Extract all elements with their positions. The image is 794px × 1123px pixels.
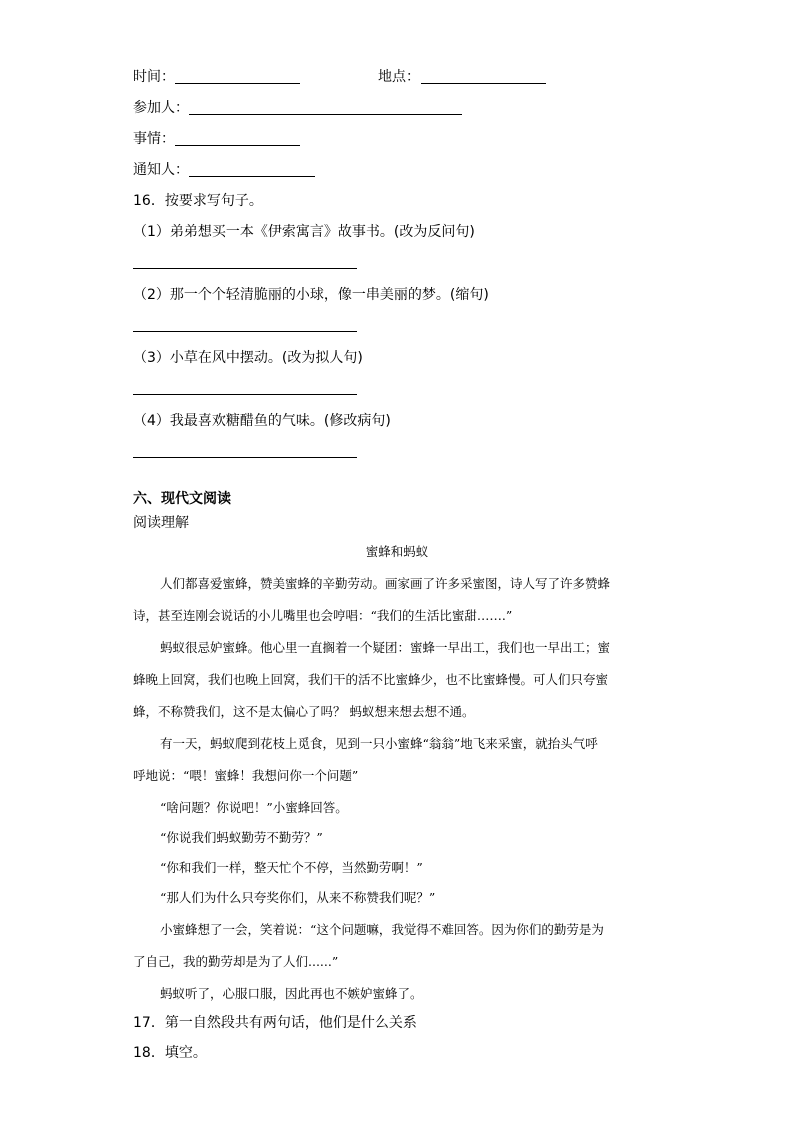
story-line: 人们都喜爱蜜蜂，赞美蜜蜂的辛勤劳动。画家画了许多采蜜图，诗人写了许多赞蜂 xyxy=(160,576,611,591)
matter-blank[interactable] xyxy=(175,145,300,146)
story-line: 诗，甚至连刚会说话的小儿嘴里也会哼唱：“我们的生活比蜜甜…….” xyxy=(133,608,513,623)
place-blank[interactable] xyxy=(421,83,546,84)
story-line: “你说我们蚂蚁勤劳不勤劳？” xyxy=(160,830,323,845)
story-line: 蜂，不称赞我们，这不是太偏心了吗？ 蚂蚁想来想去想不通。 xyxy=(133,704,475,719)
participants-blank[interactable] xyxy=(189,114,462,115)
story-title: 蜜蜂和蚂蚁 xyxy=(365,544,429,559)
story-line: 小蜜蜂想了一会，笑着说：“这个问题嘛，我觉得不难回答。因为你们的勤劳是为 xyxy=(160,922,604,937)
story-line: 蚂蚁很忌妒蜜蜂。他心里一直搁着一个疑团：蜜蜂一早出工，我们也一早出工；蜜 xyxy=(160,640,611,655)
q16-item-2: （2）那一个个轻清脆丽的小球，像一串美丽的梦。(缩句) xyxy=(133,287,489,303)
notifier-blank[interactable] xyxy=(189,176,315,177)
story-line: “啥问题？你说吧！”小蜜蜂回答。 xyxy=(160,800,348,815)
story-line: “那人们为什么只夸奖你们，从来不称赞我们呢？” xyxy=(160,890,436,905)
q16-answer-line-1[interactable] xyxy=(133,268,357,269)
place-label: 地点： xyxy=(378,69,420,85)
story-line: 呼地说：“喂！蜜蜂！我想问你一个问题” xyxy=(133,768,359,783)
notifier-label: 通知人： xyxy=(133,162,189,178)
time-label: 时间： xyxy=(133,69,175,85)
q16-answer-line-4[interactable] xyxy=(133,457,357,458)
participants-label: 参加人： xyxy=(133,100,189,116)
question-17: 17．第一自然段共有两句话，他们是什么关系 xyxy=(133,1015,417,1031)
q16-item-1: （1）弟弟想买一本《伊索寓言》故事书。(改为反问句) xyxy=(133,224,475,240)
section-heading: 六、现代文阅读 xyxy=(133,491,231,507)
story-line: “你和我们一样，整天忙个不停，当然勤劳啊！” xyxy=(160,860,423,875)
q16-answer-line-3[interactable] xyxy=(133,394,357,395)
question-18: 18．填空。 xyxy=(133,1045,207,1061)
matter-label: 事情： xyxy=(133,131,175,147)
story-line: 有一天，蚂蚁爬到花枝上觅食，见到一只小蜜蜂“翁翁”地飞来采蜜，就抬头气呼 xyxy=(160,736,598,751)
q16-answer-line-2[interactable] xyxy=(133,331,357,332)
section-subheading: 阅读理解 xyxy=(133,515,189,531)
q16-title: 16．按要求写句子。 xyxy=(133,193,263,209)
story-line: 蜂晚上回窝，我们也晚上回窝，我们干的活不比蜜蜂少，也不比蜜蜂慢。可人们只夸蜜 xyxy=(133,672,609,687)
q16-item-3: （3）小草在风中摆动。(改为拟人句) xyxy=(133,350,363,366)
story-line: 了自己，我的勤劳却是为了人们......” xyxy=(133,954,339,969)
story-line: 蚂蚁听了，心服口服，因此再也不嫉妒蜜蜂了。 xyxy=(160,986,423,1001)
time-blank[interactable] xyxy=(175,83,300,84)
q16-item-4: （4）我最喜欢糖醋鱼的气味。(修改病句) xyxy=(133,413,391,429)
